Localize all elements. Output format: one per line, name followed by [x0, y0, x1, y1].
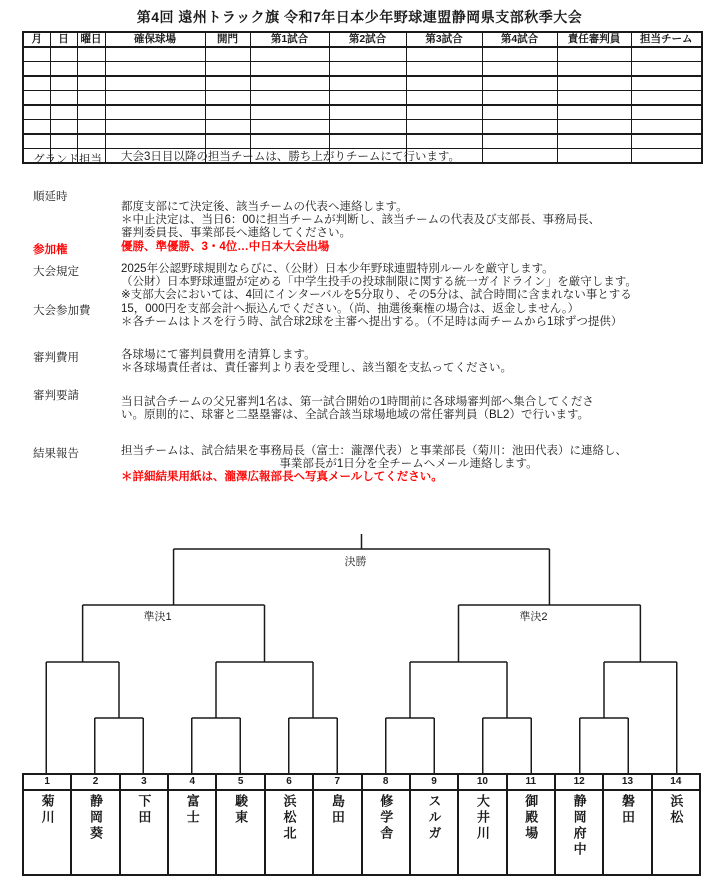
schedule-cell	[23, 76, 50, 91]
section-line: 大会3日目以降の担当チームは、勝ち上がりチームにて行います。	[121, 151, 460, 163]
schedule-cell	[329, 76, 406, 91]
schedule-cell	[105, 105, 205, 120]
schedule-cell	[557, 105, 631, 120]
section-line: 2025年公認野球規則ならびに、（公財）日本少年野球連盟特別ルールを厳守します。	[121, 263, 554, 275]
schedule-header-cell: 第1試合	[250, 32, 329, 47]
schedule-cell	[205, 62, 250, 77]
team-name-text: 駿東	[233, 794, 249, 826]
schedule-header-cell: 担当チーム	[631, 32, 702, 47]
team-cell	[508, 775, 556, 874]
section-label: 審判費用	[33, 352, 79, 364]
schedule-cell	[50, 76, 77, 91]
schedule-cell	[631, 120, 702, 135]
schedule-cell	[23, 120, 50, 135]
schedule-cell	[250, 76, 329, 91]
section-content	[121, 241, 696, 254]
section-label: グランド担当	[33, 154, 102, 166]
schedule-cell	[205, 105, 250, 120]
section-line: （公財）日本野球連盟が定める「中学生投手の投球制限に関する統一ガイドライン」を厳守します。	[121, 276, 637, 288]
team-cell	[266, 775, 314, 874]
team-seed-number: 8	[363, 775, 409, 791]
section-label: 結果報告	[33, 448, 79, 460]
schedule-cell	[406, 76, 482, 91]
schedule-cell	[50, 105, 77, 120]
team-name-text: スルガ	[426, 794, 442, 842]
schedule-cell	[406, 47, 482, 62]
schedule-cell	[77, 91, 105, 106]
schedule-body	[23, 47, 702, 163]
schedule-header-cell: 第2試合	[329, 32, 406, 47]
team-name	[411, 791, 457, 874]
schedule-cell	[329, 62, 406, 77]
team-seed-number: 11	[508, 775, 554, 791]
team-seed-number: 12	[556, 775, 602, 791]
schedule-cell	[329, 91, 406, 106]
team-table	[22, 773, 701, 876]
schedule-cell	[50, 91, 77, 106]
schedule-cell	[23, 105, 50, 120]
schedule-cell	[250, 91, 329, 106]
schedule-cell	[77, 76, 105, 91]
team-name	[217, 791, 263, 874]
schedule-header-cell: 開門	[205, 32, 250, 47]
team-cell	[653, 775, 699, 874]
schedule-cell	[105, 134, 205, 149]
schedule-cell	[250, 120, 329, 135]
section-line: ＊各球場責任者は、責任審判より表を受理し、該当額を支払ってください。	[121, 362, 512, 374]
schedule-header-cell: 第4試合	[482, 32, 557, 47]
semifinal1-label: 準決1	[143, 611, 172, 623]
section-content	[121, 151, 696, 164]
schedule-cell	[250, 105, 329, 120]
schedule-cell	[77, 134, 105, 149]
schedule-cell	[482, 120, 557, 135]
schedule-cell	[205, 47, 250, 62]
team-cell	[72, 775, 120, 874]
schedule-cell	[23, 134, 50, 149]
schedule-cell	[631, 62, 702, 77]
schedule-cell	[557, 76, 631, 91]
team-seed-number: 14	[653, 775, 699, 791]
team-cell	[411, 775, 459, 874]
schedule-cell	[631, 47, 702, 62]
schedule-empty-row	[23, 62, 702, 77]
schedule-header-row	[23, 32, 702, 47]
schedule-cell	[250, 134, 329, 149]
schedule-cell	[77, 62, 105, 77]
team-name-text: 静岡葵	[88, 794, 104, 842]
schedule-table	[22, 31, 703, 164]
schedule-cell	[50, 120, 77, 135]
schedule-empty-row	[23, 120, 702, 135]
team-cell	[217, 775, 265, 874]
section-line: ※支部大会においては、4回にインターバルを5分取り、その5分は、試合時間に含まれない事とする	[121, 289, 632, 301]
team-seed-number: 9	[411, 775, 457, 791]
page-title: 第4回 遠州トラック旗 令和7年日本少年野球連盟静岡県支部秋季大会	[136, 9, 583, 25]
schedule-cell	[631, 105, 702, 120]
team-seed-number: 10	[459, 775, 505, 791]
team-name	[266, 791, 312, 874]
schedule-cell	[482, 47, 557, 62]
section-line: 優勝、準優勝、3・4位…中日本大会出場	[121, 241, 330, 253]
schedule-header-cell: 曜日	[77, 32, 105, 47]
team-seed-number: 5	[217, 775, 263, 791]
team-name-text: 富士	[184, 794, 200, 826]
schedule-cell	[406, 62, 482, 77]
team-seed-number: 4	[169, 775, 215, 791]
section-line: 担当チームは、試合結果を事務局長（富士：瀧澤代表）と事業部長（菊川：池田代表）に連絡し、	[121, 445, 627, 457]
team-cell	[121, 775, 169, 874]
schedule-cell	[482, 76, 557, 91]
section-content	[121, 263, 696, 302]
team-name-text: 静岡府中	[571, 794, 587, 858]
schedule-empty-row	[23, 134, 702, 149]
section-line: 当日試合チームの父兄審判1名は、第一試合開始の1時間前に各球場審判部へ集合してくださ	[121, 396, 594, 408]
schedule-cell	[77, 47, 105, 62]
section-line: 15，000円を支部会計へ振込んでください。（尚、抽選後棄権の場合は、返金しません。）	[121, 303, 580, 315]
team-name-text: 浜松北	[281, 794, 297, 842]
schedule-cell	[77, 105, 105, 120]
team-cell	[169, 775, 217, 874]
section-content	[121, 396, 696, 422]
schedule-cell	[105, 120, 205, 135]
section-line: ＊中止決定は、当日6：00に担当チームが判断し、該当チームの代表及び支部長、事務局長、	[121, 214, 601, 226]
schedule-cell	[50, 134, 77, 149]
team-seed-number: 7	[314, 775, 360, 791]
schedule-cell	[329, 134, 406, 149]
team-seed-number: 2	[72, 775, 118, 791]
schedule-cell	[105, 47, 205, 62]
schedule-cell	[105, 62, 205, 77]
final-label: 決勝	[344, 556, 367, 568]
team-name-text: 大井川	[474, 794, 490, 842]
schedule-cell	[250, 47, 329, 62]
team-name	[72, 791, 118, 874]
schedule-cell	[205, 91, 250, 106]
schedule-cell	[482, 62, 557, 77]
schedule-cell	[631, 76, 702, 91]
team-name-text: 下田	[136, 794, 152, 826]
schedule-header-cell: 確保球場	[105, 32, 205, 47]
schedule-cell	[329, 105, 406, 120]
team-seed-number: 6	[266, 775, 312, 791]
section-line: 各球場にて審判員費用を清算します。	[121, 349, 316, 361]
schedule-cell	[406, 91, 482, 106]
schedule-cell	[482, 105, 557, 120]
team-name	[121, 791, 167, 874]
team-name	[314, 791, 360, 874]
team-cell	[459, 775, 507, 874]
team-name	[653, 791, 699, 874]
schedule-cell	[406, 134, 482, 149]
team-name	[363, 791, 409, 874]
schedule-cell	[557, 120, 631, 135]
schedule-cell	[557, 47, 631, 62]
schedule-cell	[205, 120, 250, 135]
schedule-empty-row	[23, 91, 702, 106]
schedule-empty-row	[23, 47, 702, 62]
team-name	[24, 791, 70, 874]
schedule-cell	[482, 91, 557, 106]
schedule-empty-row	[23, 105, 702, 120]
schedule-cell	[329, 120, 406, 135]
section-label: 順延時	[33, 191, 68, 203]
schedule-cell	[50, 62, 77, 77]
team-name	[508, 791, 554, 874]
schedule-cell	[406, 105, 482, 120]
team-cell	[556, 775, 604, 874]
team-cell	[314, 775, 362, 874]
team-name	[556, 791, 602, 874]
team-seed-number: 1	[24, 775, 70, 791]
team-seed-number: 3	[121, 775, 167, 791]
team-name	[459, 791, 505, 874]
section-label: 審判要請	[33, 390, 79, 402]
team-name	[169, 791, 215, 874]
schedule-cell	[50, 47, 77, 62]
schedule-cell	[329, 47, 406, 62]
schedule-header-cell: 責任審判員	[557, 32, 631, 47]
schedule-cell	[482, 134, 557, 149]
schedule-cell	[105, 91, 205, 106]
team-cell	[604, 775, 652, 874]
team-cell	[363, 775, 411, 874]
schedule-cell	[105, 76, 205, 91]
section-content	[121, 303, 696, 329]
schedule-header-cell: 第3試合	[406, 32, 482, 47]
schedule-cell	[205, 76, 250, 91]
team-name-text: 磐田	[619, 794, 635, 826]
team-name-text: 御殿場	[523, 794, 539, 842]
section-line: い。原則的に、球審と二塁塁審は、全試合該当球場地域の常任審判員（BL2）で行います。	[121, 409, 590, 421]
schedule-cell	[23, 91, 50, 106]
tournament-bracket	[0, 528, 719, 776]
schedule-cell	[557, 91, 631, 106]
schedule-cell	[557, 62, 631, 77]
schedule-cell	[631, 91, 702, 106]
schedule-cell	[205, 134, 250, 149]
schedule-cell	[631, 134, 702, 149]
schedule-cell	[23, 62, 50, 77]
team-cell	[24, 775, 72, 874]
section-line: ＊各チームはトスを行う時、試合球2球を主審へ提出する。（不足時は両チームから1球ずつ提供）	[121, 316, 623, 328]
section-label: 大会参加費	[33, 305, 91, 317]
section-content	[121, 445, 696, 484]
team-seed-number: 13	[604, 775, 650, 791]
team-name-text: 菊川	[39, 794, 55, 826]
team-name-text: 島田	[329, 794, 345, 826]
schedule-cell	[250, 62, 329, 77]
schedule-empty-row	[23, 76, 702, 91]
team-name-text: 浜松	[668, 794, 684, 826]
team-name	[604, 791, 650, 874]
section-line: 都度支部にて決定後、該当チームの代表へ連絡します。	[121, 201, 408, 213]
section-label: 大会規定	[33, 266, 79, 278]
team-name-text: 修学舎	[378, 794, 394, 842]
schedule-cell	[77, 120, 105, 135]
section-content	[121, 201, 696, 240]
schedule-cell	[406, 120, 482, 135]
section-line: 事業部長が1日分を全チームへメール連絡します。	[279, 458, 538, 470]
schedule-cell	[23, 47, 50, 62]
semifinal2-label: 準決2	[519, 611, 548, 623]
section-line: ＊詳細結果用紙は、瀧澤広報部長へ写真メールしてください。	[121, 471, 443, 483]
section-label: 参加権	[33, 244, 68, 256]
schedule-cell	[557, 134, 631, 149]
schedule-header-cell: 月	[23, 32, 50, 47]
schedule-header-cell: 日	[50, 32, 77, 47]
section-content	[121, 349, 696, 375]
section-line: 審判委員長、事業部長へ連絡してください。	[121, 227, 351, 239]
